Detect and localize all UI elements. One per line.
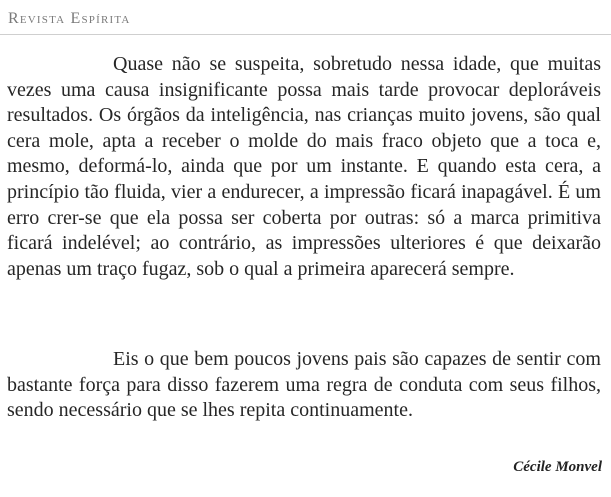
paragraph-2: Eis o que bem poucos jovens pais são capazes de sentir com bastante força para disso fazerem uma regra de conduta com seus filhos, sendo necessário que se lhes repita continuamente. bbox=[7, 348, 601, 422]
author-signature: Cécile Monvel bbox=[513, 459, 602, 475]
running-head-title: Revista Espírita bbox=[8, 10, 131, 27]
header-divider bbox=[0, 34, 611, 35]
paragraph-1: Quase não se suspeita, sobretudo nessa idade, que muitas vezes uma causa insignificante possa mais tarde provocar deploráveis resultados. Os órgãos da inteligência, nas crianças muito jovens, são qual cera mole, apta a receber o molde do mais fraco objeto que a toca e, mesmo, deformá-lo, ainda que por um instante. E quando esta cera, a princípio tão fluida, vier a endurecer, a impressão ficará inapagável. É um erro crer-se que ela possa ser coberta por outras: só a marca primitiva ficará indelével; ao contrário, as impressões ulteriores é que deixarão apenas um traço fugaz, sob o qual a primeira aparecerá sempre. bbox=[7, 53, 601, 280]
